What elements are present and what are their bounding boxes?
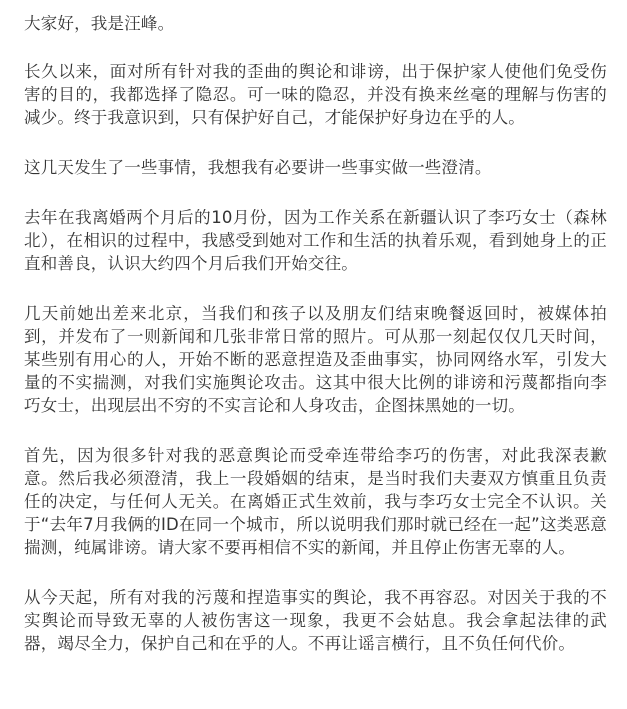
paragraph-forbearance: 长久以来，面对所有针对我的歪曲的舆论和诽谤，出于保护家人使他们免受伤害的目的，我都选择了隐忍。可一味的隐忍，并没有换来丝毫的理解与伤害的减少。终于我意识到，只有保护好自己，才能保护好身边在乎的人。 <box>24 62 607 127</box>
greeting-paragraph: 大家好，我是汪峰。 <box>24 14 175 33</box>
paragraph-legal-action: 从今天起，所有对我的污蔑和捏造事实的舆论，我不再容忍。对因关于我的不实舆论而导致无辜的人被伤害这一现象，我更不会姑息。我会拿起法律的武器，竭尽全力，保护自己和在乎的人。不再让谣言横行，且不负任何代价。 <box>24 588 607 653</box>
paragraph-media-attack: 几天前她出差来北京，当我们和孩子以及朋友们结束晚餐返回时，被媒体拍到，并发布了一则新闻和几张非常日常的照片。可从那一刻起仅仅几天时间，某些别有用心的人，开始不断的恶意捏造及歪曲事实，协同网络水军，引发大量的不实揣测，对我们实施舆论攻击。这其中很大比例的诽谤和污蔑都指向李巧女士，出现层出不穷的不实言论和人身攻击，企图抹黑她的一切。 <box>24 304 607 415</box>
paragraph-clarification-intro: 这几天发生了一些事情，我想我有必要讲一些事实做一些澄清。 <box>24 158 492 177</box>
paragraph-apology-clarification: 首先，因为很多针对我的恶意舆论而受牵连带给李巧的伤害，对此我深表歉意。然后我必须澄清，我上一段婚姻的结束，是当时我们夫妻双方慎重且负责任的决定，与任何人无关。在离婚正式生效前，我与李巧女士完全不认识。关于“去年7月我俩的ID在同一个城市，所以说明我们那时就已经在一起”这类恶意揣测，纯属诽谤。请大家不要再相信不实的新闻，并且停止伤害无辜的人。 <box>24 446 607 557</box>
paragraph-meeting: 去年在我离婚两个月后的10月份，因为工作关系在新疆认识了李巧女士（森林北），在相识的过程中，我感受到她对工作和生活的执着乐观，看到她身上的正直和善良，认识大约四个月后我们开始交往。 <box>24 208 607 273</box>
